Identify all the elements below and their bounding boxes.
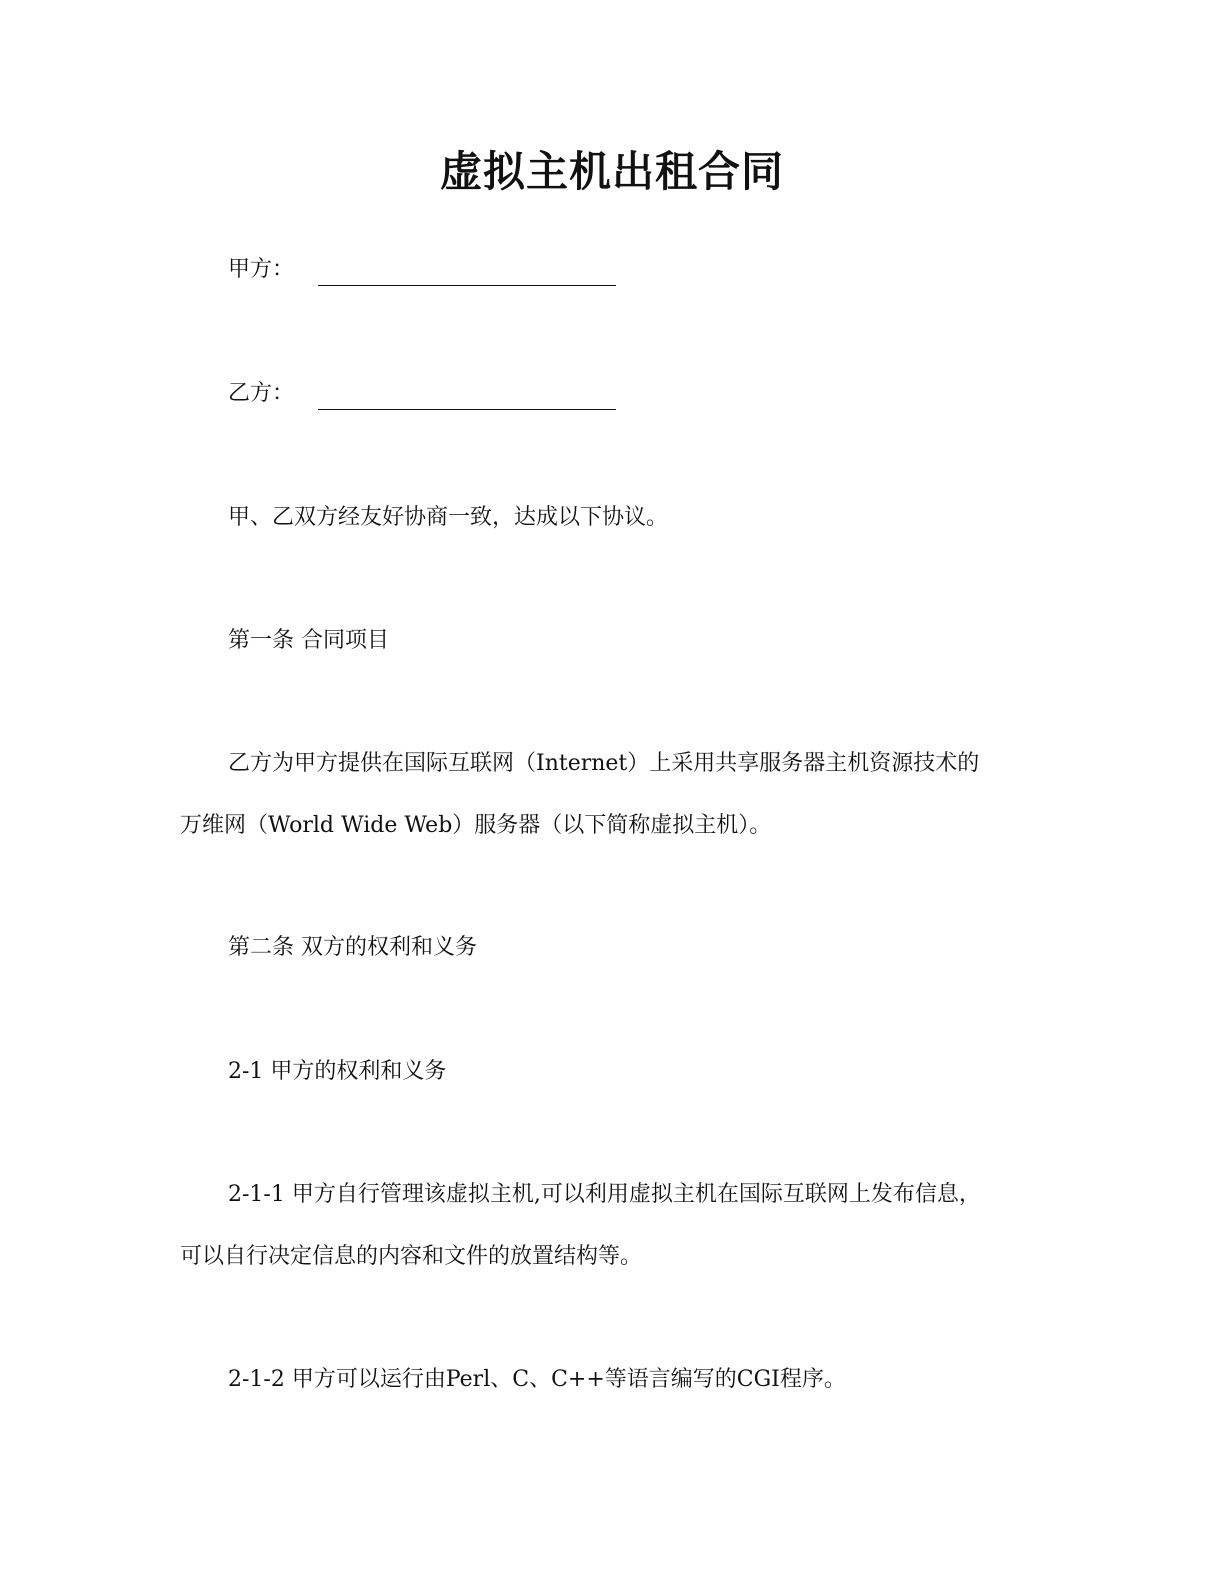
party-a-label: 甲方： — [228, 257, 295, 282]
party-b-label: 乙方： — [228, 381, 295, 406]
clause-2-1-1-line2: 可以自行决定信息的内容和文件的放置结构等。 — [180, 1244, 643, 1269]
article1-text-line2: 万维网（World Wide Web）服务器（以下简称虚拟主机）。 — [180, 813, 772, 838]
article2-heading: 第二条 双方的权利和义务 — [228, 935, 477, 960]
article1-text-line1: 乙方为甲方提供在国际互联网（Internet）上采用共享服务器主机资源技术的 — [228, 751, 980, 776]
party-b-blank-line — [318, 387, 616, 410]
clause-2-1-2: 2-1-2 甲方可以运行由Perl、C、C++等语言编写的CGI程序。 — [228, 1367, 846, 1392]
party-a-blank-line — [318, 263, 616, 286]
party-a-row — [228, 254, 616, 286]
party-b-row — [228, 378, 616, 410]
document-title: 虚拟主机出租合同 — [439, 147, 784, 196]
intro-paragraph: 甲、乙双方经友好协商一致，达成以下协议。 — [228, 505, 669, 530]
article1-heading: 第一条 合同项目 — [228, 628, 389, 653]
clause-2-1-1-line1: 2-1-1 甲方自行管理该虚拟主机,可以利用虚拟主机在国际互联网上发布信息， — [228, 1182, 981, 1207]
section-2-1-heading: 2-1 甲方的权利和义务 — [228, 1059, 447, 1084]
